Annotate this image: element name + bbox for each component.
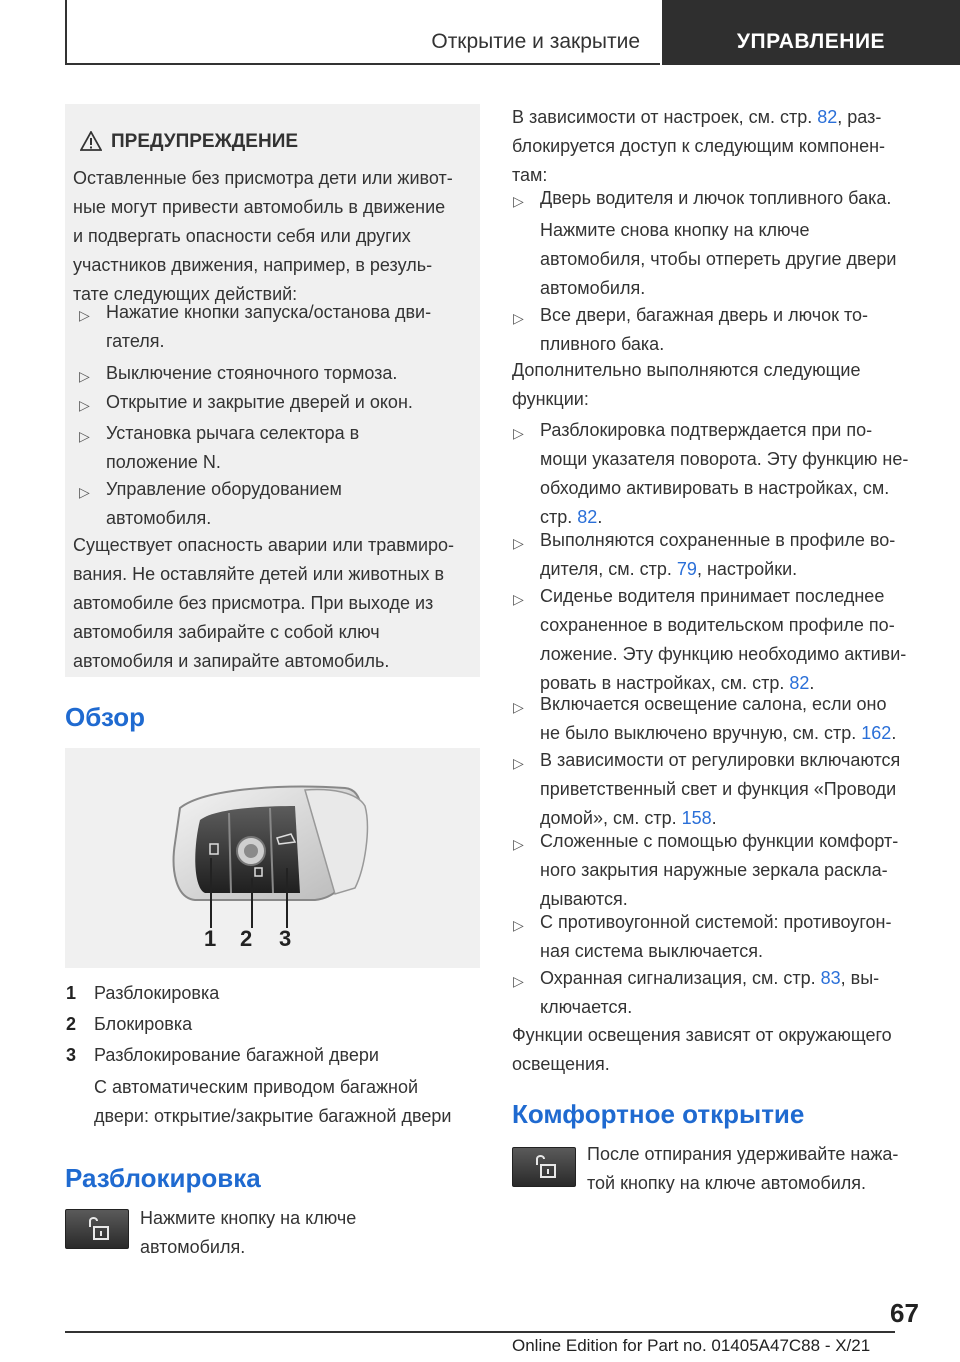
header-rule-left xyxy=(65,0,67,64)
lights-note-line: освещения. xyxy=(512,1054,610,1074)
bullet-triangle-icon: ▷ xyxy=(79,368,90,384)
list-item-text: не было выключено вручную, см. стр. xyxy=(540,723,857,743)
list-item: Дверь водителя и лючок топливного бака. xyxy=(540,188,892,208)
list-item-note xyxy=(540,216,896,303)
legend-number: 3 xyxy=(66,1045,77,1065)
bullet-triangle-icon: ▷ xyxy=(513,310,524,326)
list-item-text: , настройки. xyxy=(696,559,798,579)
warning-item-line: Открытие и закрытие дверей и окон. xyxy=(106,392,413,412)
legend-note xyxy=(94,1073,451,1131)
comfort-button-icon xyxy=(512,1147,576,1187)
warning-item-line: Выключение стояночного тормоза. xyxy=(106,363,398,383)
page-link[interactable]: 158 xyxy=(681,808,712,828)
warning-intro-line: Оставленные без присмотра дети или живот- xyxy=(73,168,453,188)
list-item-line: С противоугонной системой: противоугон- xyxy=(540,912,892,932)
list-item xyxy=(540,526,895,584)
unlock-text-line: автомобиля. xyxy=(140,1237,246,1257)
extra-functions-line: функции: xyxy=(512,389,589,409)
list-item-line: приветственный свет и функция «Проводи xyxy=(540,779,897,799)
callout-label: 3 xyxy=(279,926,292,951)
legend-text: Разблокировка xyxy=(94,983,220,1003)
warning-intro-line: тате следующих действий: xyxy=(73,284,298,304)
list-item-line: сохраненное в водительском профиле по- xyxy=(540,615,895,635)
footer-rule xyxy=(65,1331,895,1333)
bullet-triangle-icon: ▷ xyxy=(513,591,524,607)
list-item-text: , вы- xyxy=(840,968,880,988)
bullet-triangle-icon: ▷ xyxy=(79,428,90,444)
list-item xyxy=(540,416,908,532)
bullet-triangle-icon: ▷ xyxy=(79,484,90,500)
warning-intro-line: ные могут привести автомобиль в движение xyxy=(73,197,446,217)
unlock-padlock-icon xyxy=(66,1210,128,1248)
legend-number: 2 xyxy=(66,1014,77,1034)
list-item-line: ного закрытия наружные зеркала раскла- xyxy=(540,860,888,880)
list-item xyxy=(540,964,879,1022)
bullet-triangle-icon: ▷ xyxy=(513,193,524,209)
unlock-padlock-icon xyxy=(513,1148,575,1186)
warning-item-line: гателя. xyxy=(106,331,165,351)
unlock-button-icon xyxy=(65,1209,129,1249)
unlock-text-line: Нажмите кнопку на ключе xyxy=(140,1208,357,1228)
list-item-line: Сиденье водителя принимает последнее xyxy=(540,586,885,606)
list-item-line: Включается освещение салона, если оно xyxy=(540,694,887,714)
bullet-triangle-icon: ▷ xyxy=(513,836,524,852)
page-link[interactable]: 79 xyxy=(676,559,697,579)
list-item-line: обходимо активировать в настройках, см. xyxy=(540,478,890,498)
warning-item xyxy=(106,419,359,477)
warning-item xyxy=(106,475,342,533)
list-item-text: . xyxy=(597,507,603,527)
callout-label: 2 xyxy=(240,926,253,951)
page-number: 67 xyxy=(890,1298,919,1328)
section-title: Открытие и закрытие xyxy=(431,30,640,53)
list-item-note-line: автомобиля. xyxy=(540,278,646,298)
right-intro-text: В зависимости от настроек, см. стр. xyxy=(512,107,813,127)
list-item-line: Сложенные с помощью функции комфорт- xyxy=(540,831,899,851)
list-item-text: . xyxy=(711,808,717,828)
warning-outro-line: автомобиля забирайте с собой ключ xyxy=(73,622,380,642)
list-item-text: стр. xyxy=(540,507,573,527)
list-item-line: В зависимости от регулировки включаются xyxy=(540,750,901,770)
comfort-text-line: той кнопку на ключе автомобиля. xyxy=(587,1173,867,1193)
list-item-note-line: автомобиля, чтобы отпереть другие двери xyxy=(540,249,897,269)
list-item-line: дываются. xyxy=(540,889,628,909)
unlock-heading: Разблокировка xyxy=(65,1163,261,1193)
warning-intro xyxy=(73,164,453,309)
list-item-line: Все двери, багажная дверь и лючок то- xyxy=(540,305,869,325)
list-item xyxy=(540,908,891,966)
warning-triangle-icon xyxy=(80,131,102,151)
bullet-triangle-icon: ▷ xyxy=(513,699,524,715)
bullet-triangle-icon: ▷ xyxy=(513,755,524,771)
list-item-line: Выполняются сохраненные в профиле во- xyxy=(540,530,896,550)
bullet-triangle-icon: ▷ xyxy=(513,973,524,989)
warning-intro-line: участников движения, например, в резуль- xyxy=(73,255,433,275)
extra-functions-line: Дополнительно выполняются следующие xyxy=(512,360,861,380)
legend-number: 1 xyxy=(66,983,77,1003)
legend-note-line: двери: открытие/закрытие багажной двери xyxy=(94,1106,452,1126)
car-key-icon xyxy=(65,748,480,968)
warning-outro-line: автомобиля и запирайте автомобиль. xyxy=(73,651,390,671)
lights-note-line: Функции освещения зависят от окружающего xyxy=(512,1025,892,1045)
list-item xyxy=(540,827,898,914)
extra-functions xyxy=(512,356,861,414)
key-illustration xyxy=(65,748,480,968)
right-intro-line: там: xyxy=(512,165,548,185)
list-item-text: . xyxy=(809,673,815,693)
warning-intro-line: и подвергать опасности себя или других xyxy=(73,226,411,246)
list-item-line: ложение. Эту функцию необходимо активи- xyxy=(540,644,907,664)
list-item xyxy=(540,582,906,698)
list-item-text: ровать в настройках, см. стр. xyxy=(540,673,785,693)
warning-item-line: автомобиля. xyxy=(106,508,212,528)
right-intro xyxy=(512,103,885,190)
list-item-line: мощи указателя поворота. Эту функцию не- xyxy=(540,449,909,469)
list-item xyxy=(540,301,868,359)
list-item-line: ная система выключается. xyxy=(540,941,763,961)
warning-outro-line: автомобиле без присмотра. При выходе из xyxy=(73,593,434,613)
warning-outro-line: вания. Не оставляйте детей или животных в xyxy=(73,564,445,584)
list-item-note-line: Нажмите снова кнопку на ключе xyxy=(540,220,810,240)
comfort-text-line: После отпирания удерживайте нажа- xyxy=(587,1144,899,1164)
overview-heading: Обзор xyxy=(65,702,145,732)
warning-item-line: Установка рычага селектора в xyxy=(106,423,360,443)
list-item-line: Разблокировка подтверждается при по- xyxy=(540,420,873,440)
chapter-tab[interactable] xyxy=(662,0,960,65)
legend-text: Разблокирование багажной двери xyxy=(94,1045,379,1065)
legend-note-line: С автоматическим приводом багажной xyxy=(94,1077,419,1097)
list-item xyxy=(540,690,896,748)
warning-item xyxy=(106,359,397,388)
bullet-triangle-icon: ▷ xyxy=(79,397,90,413)
warning-item xyxy=(106,298,431,356)
right-intro-text: , раз- xyxy=(837,107,882,127)
right-intro-line: блокируется доступ к следующим компонен- xyxy=(512,136,886,156)
warning-outro-line: Существует опасность аварии или травмиро- xyxy=(73,535,455,555)
lights-note xyxy=(512,1021,892,1079)
warning-item-line: Нажатие кнопки запуска/останова дви- xyxy=(106,302,432,322)
warning-title: ПРЕДУПРЕЖДЕНИЕ xyxy=(111,131,299,152)
list-item-text: . xyxy=(891,723,897,743)
warning-item xyxy=(106,388,413,417)
list-item-line: ключается. xyxy=(540,997,633,1017)
page-link[interactable]: 82 xyxy=(789,673,810,693)
list-item-text: домой», см. стр. xyxy=(540,808,677,828)
page-link[interactable]: 82 xyxy=(577,507,598,527)
chapter-tab-label: УПРАВЛЕНИЕ xyxy=(736,29,886,53)
bullet-triangle-icon: ▷ xyxy=(513,535,524,551)
page-link[interactable]: 82 xyxy=(817,107,838,127)
legend-text: Блокировка xyxy=(94,1014,193,1034)
warning-outro xyxy=(73,531,454,676)
bullet-triangle-icon: ▷ xyxy=(79,307,90,323)
bullet-triangle-icon: ▷ xyxy=(513,917,524,933)
list-item xyxy=(540,746,900,833)
list-item-line: пливного бака. xyxy=(540,334,665,354)
edition-note: Online Edition for Part no. 01405A47C88 - X/21 xyxy=(512,1336,871,1355)
page-link[interactable]: 83 xyxy=(820,968,841,988)
list-item-text: Охранная сигнализация, см. стр. xyxy=(540,968,816,988)
callout-label: 1 xyxy=(204,926,217,951)
unlock-text xyxy=(140,1204,356,1262)
list-item-text: дителя, см. стр. xyxy=(540,559,672,579)
header-rule-bottom xyxy=(65,63,660,65)
warning-item-line: положение N. xyxy=(106,452,221,472)
page-link[interactable]: 162 xyxy=(861,723,892,743)
comfort-text xyxy=(587,1140,898,1198)
warning-item-line: Управление оборудованием xyxy=(106,479,342,499)
comfort-heading: Комфортное открытие xyxy=(512,1099,805,1129)
bullet-triangle-icon: ▷ xyxy=(513,425,524,441)
